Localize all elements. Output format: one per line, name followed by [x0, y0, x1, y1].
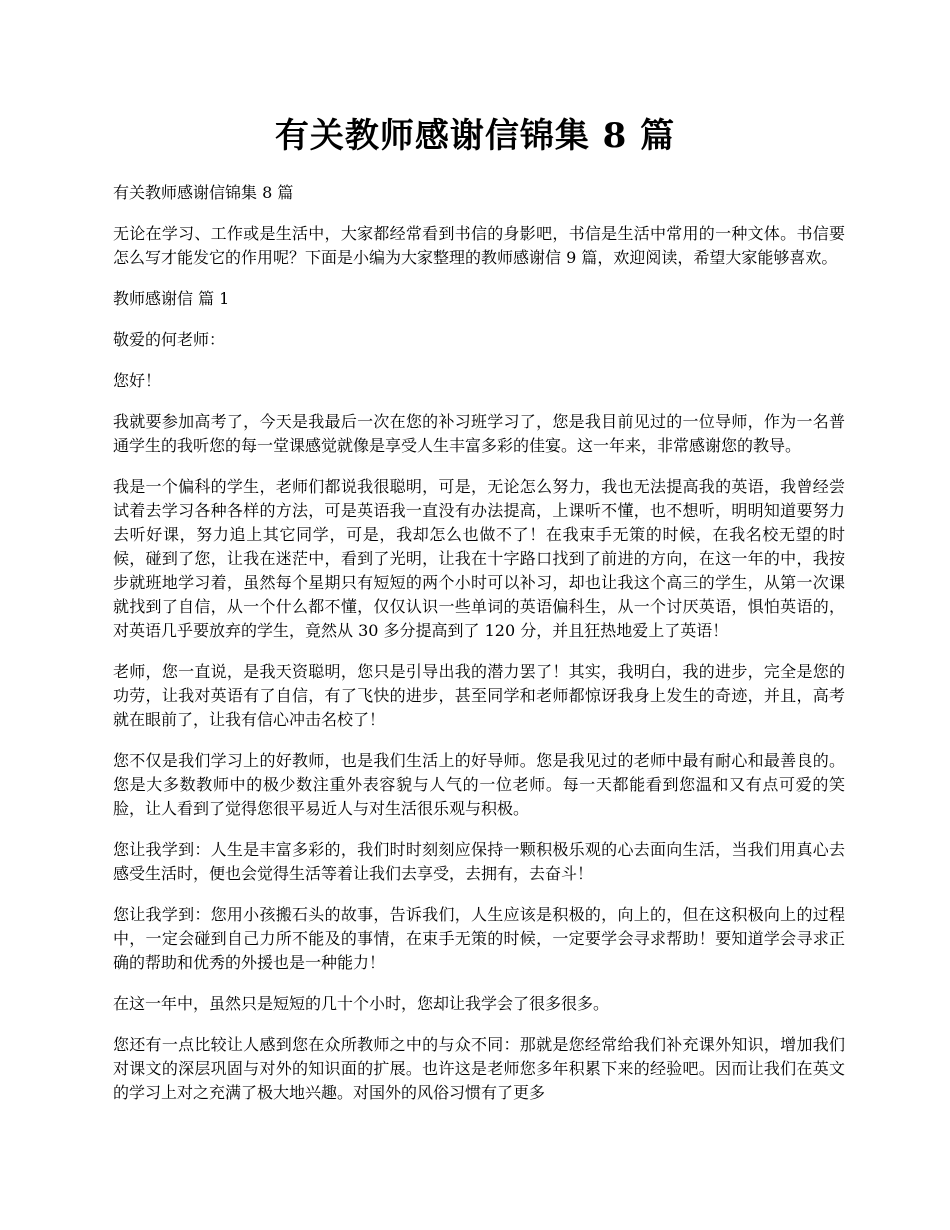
greeting: 您好！	[113, 371, 162, 390]
body-paragraph: 老师，您一直说，是我天资聪明，您只是引导出我的潜力罢了！其实，我明白，我的进步，完全是您的功劳，让我对英语有了自信，有了飞快的进步，甚至同学和老师都惊讶我身上发生的奇迹，并且，高考就在眼前了，让我有信心冲击名校了！	[113, 662, 845, 729]
body-paragraph: 我是一个偏科的学生，老师们都说我很聪明，可是，无论怎么努力，我也无法提高我的英语，我曾经尝试着去学习各种各样的方法，可是英语我一直没有办法提高，上课听不懂，也不想听，明明知道要努力去听好课，努力追上其它同学，可是，我却怎么也做不了！在我束手无策的时候，在我名校无望的时候，碰到了您，让我在迷茫中，看到了光明，让我在十字路口找到了前进的方向，在这一年的中，我按步就班地学习着，虽然每个星期只有短短的两个小时可以补习，却也让我这个高三的学生，从第一次课就找到了自信，从一个什么都不懂，仅仅认识一些单词的英语偏科生，从一个讨厌英语，惧怕英语的，对英语几乎要放弃的学生，竟然从 30 多分提高到了 120 分，并且狂热地爱上了英语！	[113, 477, 845, 640]
intro-paragraph: 无论在学习、工作或是生活中，大家都经常看到书信的身影吧，书信是生活中常用的一种文体。书信要怎么写才能发它的作用呢？下面是小编为大家整理的教师感谢信 9 篇，欢迎阅读，希望大家能够喜欢。	[113, 224, 845, 267]
subtitle-paragraph: 有关教师感谢信锦集 8 篇	[113, 183, 294, 202]
document-title: 有关教师感谢信锦集 8 篇	[274, 116, 676, 156]
body-paragraph: 您不仅是我们学习上的好教师，也是我们生活上的好导师。您是我见过的老师中最有耐心和最善良的。您是大多数教师中的极少数注重外表容貌与人气的一位老师。每一天都能看到您温和又有点可爱的笑脸，让人看到了觉得您很平易近人与对生活很乐观与积极。	[113, 751, 845, 818]
section-heading: 教师感谢信 篇 1	[113, 289, 230, 308]
body-paragraph: 我就要参加高考了，今天是我最后一次在您的补习班学习了，您是我目前见过的一位导师，作为一名普通学生的我听您的每一堂课感觉就像是享受人生丰富多彩的佳宴。这一年来，非常感谢您的教导。	[113, 412, 845, 455]
document-body	[113, 181, 845, 1122]
body-paragraph: 在这一年中，虽然只是短短的几十个小时，您却让我学会了很多很多。	[113, 994, 610, 1013]
body-paragraph: 您还有一点比较让人感到您在众所教师之中的与众不同：那就是您经常给我们补充课外知识，增加我们对课文的深层巩固与对外的知识面的扩展。也许这是老师您多年积累下来的经验吧。因而让我们在英文的学习上对之充满了极大地兴趣。对国外的风俗习惯有了更多	[113, 1035, 845, 1102]
body-paragraph: 您让我学到：您用小孩搬石头的故事，告诉我们，人生应该是积极的，向上的，但在这积极向上的过程中，一定会碰到自己力所不能及的事情，在束手无策的时候，一定要学会寻求帮助！要知道学会寻求正确的帮助和优秀的外援也是一种能力！	[113, 905, 845, 972]
salutation: 敬爱的何老师：	[113, 330, 226, 349]
body-paragraph: 您让我学到：人生是丰富多彩的，我们时时刻刻应保持一颗积极乐观的心去面向生活，当我们用真心去感受生活时，便也会觉得生活等着让我们去享受，去拥有，去奋斗！	[113, 840, 845, 883]
